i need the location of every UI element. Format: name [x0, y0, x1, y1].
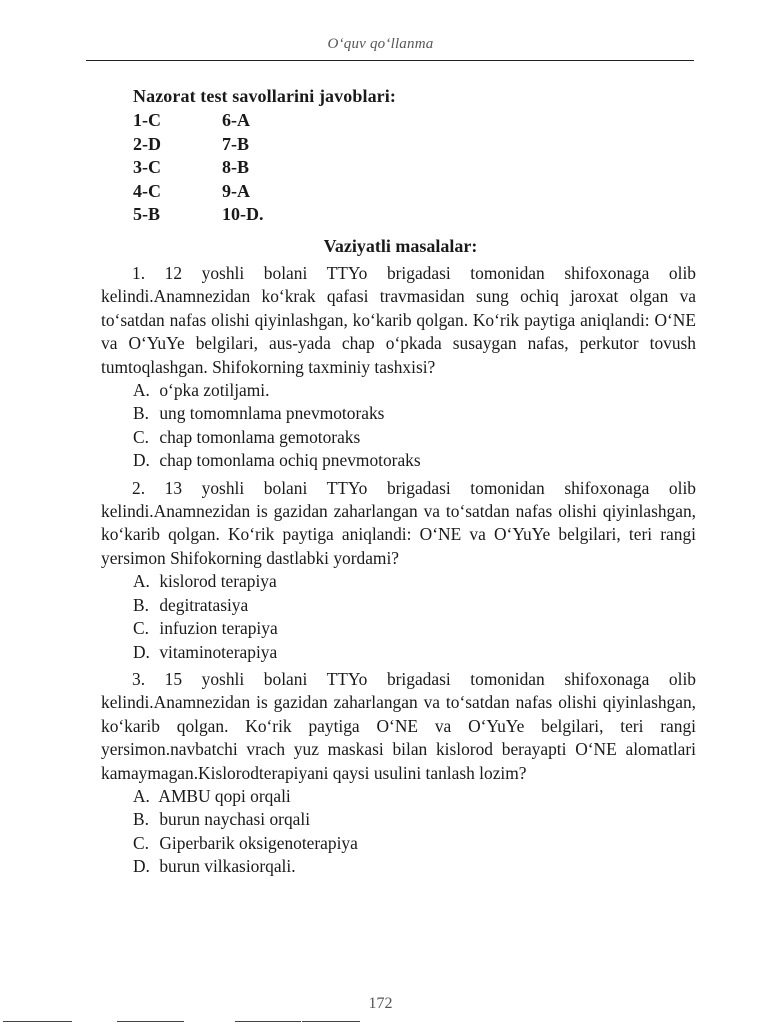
running-header-title: O‘quv qo‘llanma — [327, 36, 434, 52]
answer-key-item: 10-D. — [222, 204, 264, 224]
option-text: chap tomonlama ochiq pnevmotoraks — [159, 450, 421, 471]
answer-key-item: 4-C — [133, 180, 161, 201]
section-title: Vaziyatli masalalar: — [323, 236, 478, 256]
problem-2 — [101, 477, 696, 664]
answer-key-grid — [133, 110, 312, 228]
option-d — [133, 641, 696, 664]
option-letter: C. — [133, 426, 149, 447]
options-list — [101, 570, 696, 664]
option-text: AMBU qopi orqali — [158, 785, 291, 806]
option-text: degitratasiya — [159, 594, 249, 615]
footer-rule — [117, 1021, 184, 1022]
option-letter: B. — [133, 594, 149, 615]
option-d — [133, 855, 696, 878]
footer-rule — [302, 1021, 360, 1022]
option-c — [133, 426, 696, 449]
answer-key-item: 1-C — [133, 110, 161, 130]
answer-key-item: 9-A — [222, 180, 250, 201]
option-b — [133, 402, 696, 425]
option-letter: A. — [133, 571, 150, 592]
option-a — [133, 570, 696, 593]
option-text: Giperbarik oksigenoterapiya — [159, 832, 358, 853]
answer-key-item: 2-D — [133, 133, 161, 154]
footer-rule — [235, 1021, 301, 1022]
option-c — [133, 617, 696, 640]
answer-key-item: 6-A — [222, 110, 250, 130]
option-text: kislorod terapiya — [159, 571, 277, 592]
options-list — [101, 785, 696, 879]
option-text: burun vilkasiorqali. — [159, 856, 296, 877]
problem-text: 2. 13 yoshli bolani TTYo brigadasi tomonidan shifoxonaga olib kelindi.Anamnezidan is gazidan zaharlangan va to‘satdan nafas olishi qiyinlashgan, ko‘karib qolgan. Ko‘rik paytiga aniqlandi: O‘NE va O‘YuYe belgilari, teri rangi yersimon Shifokorning dastlabki yordami? — [101, 477, 696, 568]
problems-list — [101, 262, 696, 883]
answer-key-item: 5-B — [133, 204, 160, 224]
option-text: vitaminoterapiya — [159, 641, 278, 662]
option-a — [133, 379, 696, 402]
option-b — [133, 808, 696, 831]
option-text: burun naychasi orqali — [159, 809, 311, 830]
option-text: ung tomomnlama pnevmotoraks — [159, 403, 385, 424]
problem-1 — [101, 262, 696, 473]
problem-text: 3. 15 yoshli bolani TTYo brigadasi tomonidan shifoxonaga olib kelindi.Anamnezidan is gazidan zaharlangan va to‘satdan nafas olishi qiyinlashgan, ko‘karib qolgan. Ko‘rik paytiga O‘NE va O‘YuYe belgilari, teri rangi yersimon.navbatchi vrach yuz maskasi bilan kislorod berayapti O‘NE alomatlari kamaymagan.Kislorodterapiyani qaysi usulini tanlash lozim? — [101, 668, 696, 783]
option-a — [133, 785, 696, 808]
option-letter: D. — [133, 641, 150, 662]
option-b — [133, 594, 696, 617]
option-letter: B. — [133, 403, 149, 424]
option-text: infuzion terapiya — [159, 618, 278, 639]
option-c — [133, 832, 696, 855]
header-rule — [86, 60, 694, 61]
answer-key-item: 3-C — [133, 157, 161, 177]
options-list — [101, 379, 696, 473]
option-letter: D. — [133, 450, 150, 471]
option-letter: A. — [133, 785, 150, 806]
page-number: 172 — [368, 995, 393, 1012]
option-text: o‘pka zotiljami. — [159, 380, 270, 401]
option-letter: C. — [133, 832, 149, 853]
option-d — [133, 449, 696, 472]
problem-text: 1. 12 yoshli bolani TTYo brigadasi tomonidan shifoxonaga olib kelindi.Anamnezidan ko‘krak qafasi travmasidan sung ochiq jaroxat olgan va to‘satdan nafas olishi qiyinlashgan, ko‘karib qolgan. Ko‘rik paytiga aniqlandi: O‘NE va O‘YuYe belgilari, aus-yada chap o‘pkada susaygan nafas, perkutor tovush tumtoqlashgan. Shifokorning taxminiy tashxisi? — [101, 263, 696, 377]
option-letter: B. — [133, 809, 149, 830]
option-text: chap tomonlama gemotoraks — [159, 426, 361, 447]
answers-title: Nazorat test savollarini javoblari: — [133, 86, 396, 106]
option-letter: C. — [133, 618, 149, 639]
problem-3 — [101, 668, 696, 879]
option-letter: A. — [133, 380, 150, 401]
footer-rule — [3, 1021, 72, 1022]
answer-key-item: 7-B — [222, 133, 249, 154]
option-letter: D. — [133, 856, 150, 877]
answer-key-item: 8-B — [222, 157, 249, 177]
